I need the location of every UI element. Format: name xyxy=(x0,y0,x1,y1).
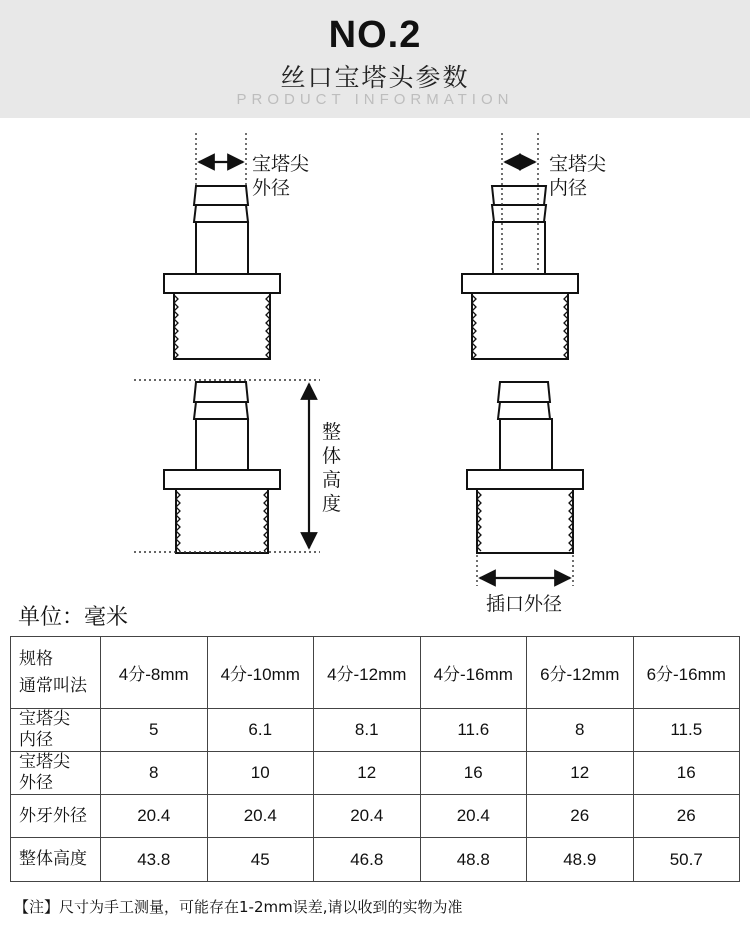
table-cell: 6.1 xyxy=(207,709,314,752)
header-banner xyxy=(0,0,750,118)
table-row xyxy=(11,838,740,882)
row-label: 宝塔尖 内径 xyxy=(11,709,101,752)
section-subtitle: PRODUCT INFORMATION xyxy=(236,91,514,108)
fitting-top-right xyxy=(462,186,578,359)
barb-outer-diameter-label: 宝塔尖 外径 xyxy=(252,153,310,199)
column-header: 4分-12mm xyxy=(314,637,421,709)
table-header-label: 规格 通常叫法 xyxy=(11,637,101,709)
table-cell: 11.5 xyxy=(633,709,740,752)
table-cell: 5 xyxy=(101,709,208,752)
table-cell: 12 xyxy=(527,752,634,795)
row-label: 外牙外径 xyxy=(11,795,101,838)
table-cell: 16 xyxy=(420,752,527,795)
row-label: 宝塔尖 外径 xyxy=(11,752,101,795)
table-cell: 8 xyxy=(527,709,634,752)
table-cell: 12 xyxy=(314,752,421,795)
column-header: 6分-16mm xyxy=(633,637,740,709)
table-row xyxy=(11,795,740,838)
fitting-top-left xyxy=(164,186,280,359)
total-height-label: 整 体 高 度 xyxy=(322,421,342,515)
table-cell: 20.4 xyxy=(420,795,527,838)
column-header: 6分-12mm xyxy=(527,637,634,709)
table-cell: 20.4 xyxy=(101,795,208,838)
table-cell: 20.4 xyxy=(207,795,314,838)
table-cell: 46.8 xyxy=(314,838,421,882)
table-cell: 20.4 xyxy=(314,795,421,838)
table-cell: 50.7 xyxy=(633,838,740,882)
column-header: 4分-10mm xyxy=(207,637,314,709)
table-header-row xyxy=(11,637,740,709)
table-cell: 10 xyxy=(207,752,314,795)
table-cell: 45 xyxy=(207,838,314,882)
spec-table xyxy=(10,636,740,882)
section-number: NO.2 xyxy=(328,14,422,56)
fitting-bottom-left xyxy=(164,382,280,553)
table-cell: 8.1 xyxy=(314,709,421,752)
barb-inner-diameter-label: 宝塔尖 内径 xyxy=(549,153,607,199)
fitting-bottom-right xyxy=(467,382,583,553)
table-cell: 43.8 xyxy=(101,838,208,882)
unit-label: 单位：毫米 xyxy=(18,605,129,630)
table-cell: 11.6 xyxy=(420,709,527,752)
section-title: 丝口宝塔头参数 xyxy=(280,63,470,92)
table-cell: 26 xyxy=(527,795,634,838)
table-row xyxy=(11,709,740,752)
column-header: 4分-16mm xyxy=(420,637,527,709)
table-cell: 48.8 xyxy=(420,838,527,882)
table-cell: 26 xyxy=(633,795,740,838)
column-header: 4分-8mm xyxy=(101,637,208,709)
insert-outer-diameter-label: 插口外径 xyxy=(486,593,563,615)
measurement-note: 【注】尺寸为手工测量，可能存在1-2mm误差,请以收到的实物为准 xyxy=(14,898,463,916)
table-cell: 48.9 xyxy=(527,838,634,882)
table-cell: 8 xyxy=(101,752,208,795)
fitting-diagrams xyxy=(0,118,750,600)
row-label: 整体高度 xyxy=(11,838,101,882)
table-row xyxy=(11,752,740,795)
table-cell: 16 xyxy=(633,752,740,795)
